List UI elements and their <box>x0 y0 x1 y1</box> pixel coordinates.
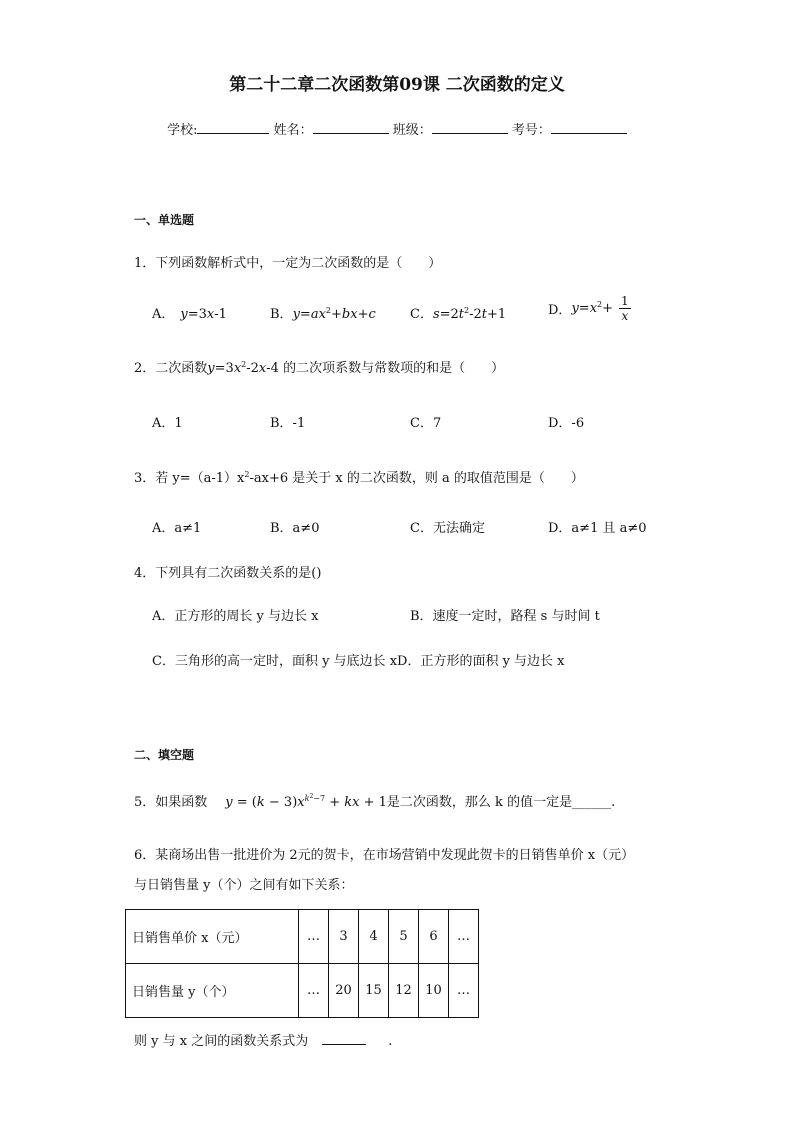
question-5: 5．如果函数 $y = (k - 3)x^{k^2-7}$ + kx + 1是二次函数，那么 k 的值一定是______. <box>134 793 616 810</box>
q3-option-d[interactable]: D．a≠1 且 a≠0 <box>548 521 647 536</box>
table-row <box>126 964 479 1018</box>
table-cell: … <box>449 964 479 1018</box>
q2-option-a[interactable]: A．1 <box>152 416 183 431</box>
question-6-line2: 与日销售量 y（个）之间有如下关系： <box>134 878 354 893</box>
question-3-stem: 3．若 $y=(a-1)x^2-ax+6$ 是关于 x 的二次函数，则 a 的取值范围是（ ） <box>134 470 584 486</box>
table-cell: … <box>449 910 479 964</box>
table-row <box>126 910 479 964</box>
class-blank[interactable] <box>432 120 508 134</box>
q4-option-b[interactable]: B．速度一定时，路程 s 与时间 t <box>410 609 600 624</box>
section-heading-fill-blank: 二、填空题 <box>134 748 195 762</box>
table-cell: 4 <box>359 910 389 964</box>
exam-no-blank[interactable] <box>551 120 627 134</box>
table-cell: 3 <box>329 910 359 964</box>
q1-option-c[interactable]: C．$s=2t^2-2t+1$ <box>410 306 507 322</box>
q3-option-c[interactable]: C．无法确定 <box>410 521 485 536</box>
q2-option-b[interactable]: B．-1 <box>270 416 306 431</box>
student-info-line <box>0 119 794 138</box>
question-4-stem: 4．下列具有二次函数关系的是() <box>134 566 322 581</box>
q4-option-a[interactable]: A．正方形的周长 y 与边长 x <box>152 609 319 624</box>
class-label: 班级： <box>392 123 432 138</box>
school-blank[interactable] <box>197 120 269 134</box>
table-cell: 12 <box>389 964 419 1018</box>
sales-table <box>125 909 479 1018</box>
q1-option-b[interactable]: B．$y=ax^2+bx+c$ <box>270 306 376 322</box>
page-title: 第二十二章二次函数第09课 二次函数的定义 <box>229 75 565 95</box>
q6-answer-blank[interactable] <box>322 1031 366 1045</box>
section-heading-single-choice: 一、单选题 <box>134 213 195 227</box>
table-row-header: 日销售单价 x（元） <box>126 910 299 964</box>
exam-no-label: 考号： <box>511 123 551 138</box>
table-cell: 10 <box>419 964 449 1018</box>
table-row-header: 日销售量 y（个） <box>126 964 299 1018</box>
name-label: 姓名： <box>273 123 313 138</box>
q3-option-b[interactable]: B．a≠0 <box>270 521 320 536</box>
q4-option-cd[interactable]: C．三角形的高一定时，面积 y 与底边长 xD．正方形的面积 y 与边长 x <box>152 654 565 669</box>
table-cell: 20 <box>329 964 359 1018</box>
table-cell: 6 <box>419 910 449 964</box>
question-1-stem: 1．下列函数解析式中，一定为二次函数的是（ ） <box>134 256 442 271</box>
q1-option-d[interactable]: D．$y=x^2+$ $\frac{1}{x}$ <box>548 294 629 323</box>
fraction-1-over-x: $\frac{1}{x}$ <box>621 294 629 323</box>
q3-option-a[interactable]: A．a≠1 <box>152 521 202 536</box>
q2-option-d[interactable]: D．-6 <box>548 416 585 431</box>
question-6-line1: 6．某商场出售一批进价为 2元的贺卡，在市场营销中发现此贺卡的日销售单价 x（元） <box>134 848 635 863</box>
table-cell: 15 <box>359 964 389 1018</box>
question-2-stem: 2．二次函数$y=3x^2-2x-4$ 的二次项系数与常数项的和是（ ） <box>134 360 505 376</box>
table-cell: … <box>299 910 329 964</box>
q1-option-a[interactable]: A． y=3x-1 <box>152 307 227 322</box>
name-blank[interactable] <box>313 120 389 134</box>
question-6-answer-line: 则 y 与 x 之间的函数关系式为 . <box>134 1030 392 1049</box>
table-cell: 5 <box>389 910 419 964</box>
school-label: 学校: <box>167 123 198 138</box>
table-cell: … <box>299 964 329 1018</box>
q2-option-c[interactable]: C．7 <box>410 416 442 431</box>
